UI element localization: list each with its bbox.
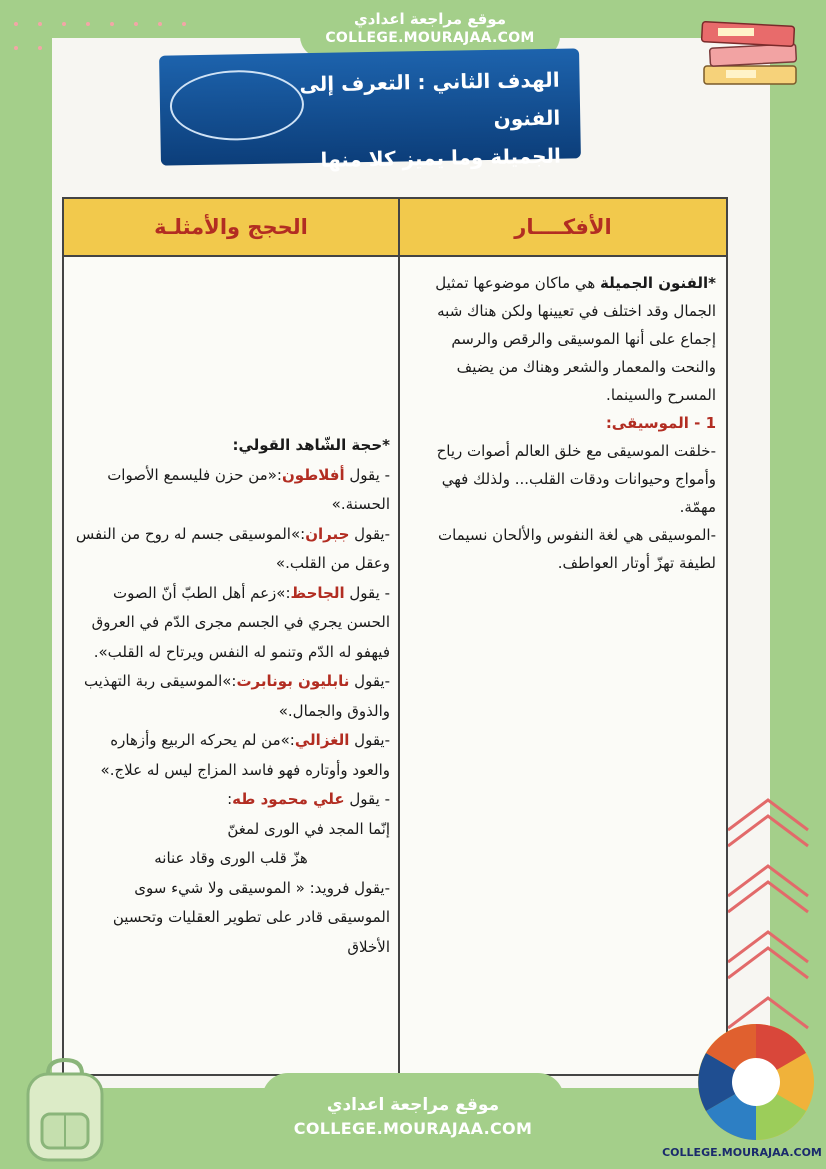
chevron-up-decoration-icon <box>728 790 818 1040</box>
quote-item: -يقول جبران:»الموسيقى جسم له روح من النفس وعقل من القلب.» <box>75 524 390 572</box>
site-logo-wheel-icon <box>694 1020 818 1144</box>
fine-arts-definition: هي ماكان موضوعها تمثيل الجمال وقد اختلف في تعيينها ولكن هناك شبه إجماع على أنها الموسيقى والرقص والرسم والنحت والمعمار والشعر وهناك من يضيف المسرح والسينما. <box>435 274 716 404</box>
logo-site-url: COLLEGE.MOURAJAA.COM <box>662 1146 822 1159</box>
quoted-author: نابليون بونابرت <box>236 672 350 690</box>
ideas-paragraph-3: -الموسيقى هي لغة النفوس والألحان نسيمات لطيفة تهزّ أوتار العواطف. <box>437 526 716 572</box>
quoted-author: أفلاطون <box>281 465 345 484</box>
ideas-column <box>404 269 716 577</box>
arguments-column <box>72 431 390 962</box>
title-line-1: الهدف الثاني : التعرف إلى الفنون <box>299 67 561 131</box>
verse-line-2: هزّ قلب الورى وقاد عنانه <box>154 849 308 867</box>
arguments-column-header: الحجج والأمثلـة <box>64 199 398 255</box>
fine-arts-term: *الفنون الجميلة <box>600 274 716 292</box>
quote-item: -يقول الغزالي:»من لم يحركه الربيع وأزهاره والعود وأوتاره فهو فاسد المزاج ليس له علاج.» <box>100 731 390 779</box>
content-table <box>62 197 728 1076</box>
ideas-paragraph-1 <box>404 269 716 409</box>
quote-item: - يقول الجاحظ:»زعم أهل الطبّ أنّ الصوت الحسن يجري في الجسم مجرى الدّم في العروق فيهفو له الدّم وتنمو له النفس ويرتاح له القلب». <box>91 583 390 661</box>
books-icon <box>696 12 806 94</box>
site-banner-bottom[interactable] <box>262 1073 564 1169</box>
footer-site-url: COLLEGE.MOURAJAA.COM <box>293 1119 533 1138</box>
quote-item: -يقول نابليون بونابرت:»الموسيقى ربة التهذيب والذوق والجمال.» <box>83 672 390 720</box>
title-line-2: الجميلة وما يميز كلا منها <box>320 143 562 172</box>
site-url: COLLEGE.MOURAJAA.COM <box>325 30 535 46</box>
quote-item: - يقول علي محمود طه: <box>227 790 390 808</box>
music-subheading: 1 - الموسيقى: <box>605 414 716 432</box>
freud-quote: -يقول فرويد: « الموسيقى ولا شيء سوى الموسيقى قادر على تطوير العقليات وتحسين الأخلاق <box>112 878 390 956</box>
ideas-column-header: الأفكــــار <box>398 199 726 255</box>
verse-line-1: إنّما المجد في الورى لمغنّ <box>227 819 390 838</box>
ideas-paragraph-2: -خلقت الموسيقى مع خلق العالم أصوات رياح وأمواج وحيوانات ودقات القلب... ولذلك فهي مهمّة. <box>436 442 716 516</box>
quoted-author: علي محمود طه <box>232 790 345 808</box>
quoted-author: الجاحظ <box>290 583 345 602</box>
site-name-arabic: موقع مراجعة اعدادي <box>354 10 506 28</box>
quoted-author: جبران <box>305 524 350 543</box>
quote-item: - يقول أفلاطون:«من حزن فليسمع الأصوات الحسنة.» <box>107 465 390 513</box>
section-title-box <box>159 48 581 172</box>
quote-argument-heading: *حجة الشّاهد القولي: <box>232 436 390 454</box>
backpack-icon <box>14 1056 116 1166</box>
quoted-author: الغزالي <box>294 731 350 749</box>
column-divider <box>398 199 400 1074</box>
header-divider <box>64 255 726 257</box>
footer-site-name-arabic: موقع مراجعة اعدادي <box>326 1095 500 1115</box>
